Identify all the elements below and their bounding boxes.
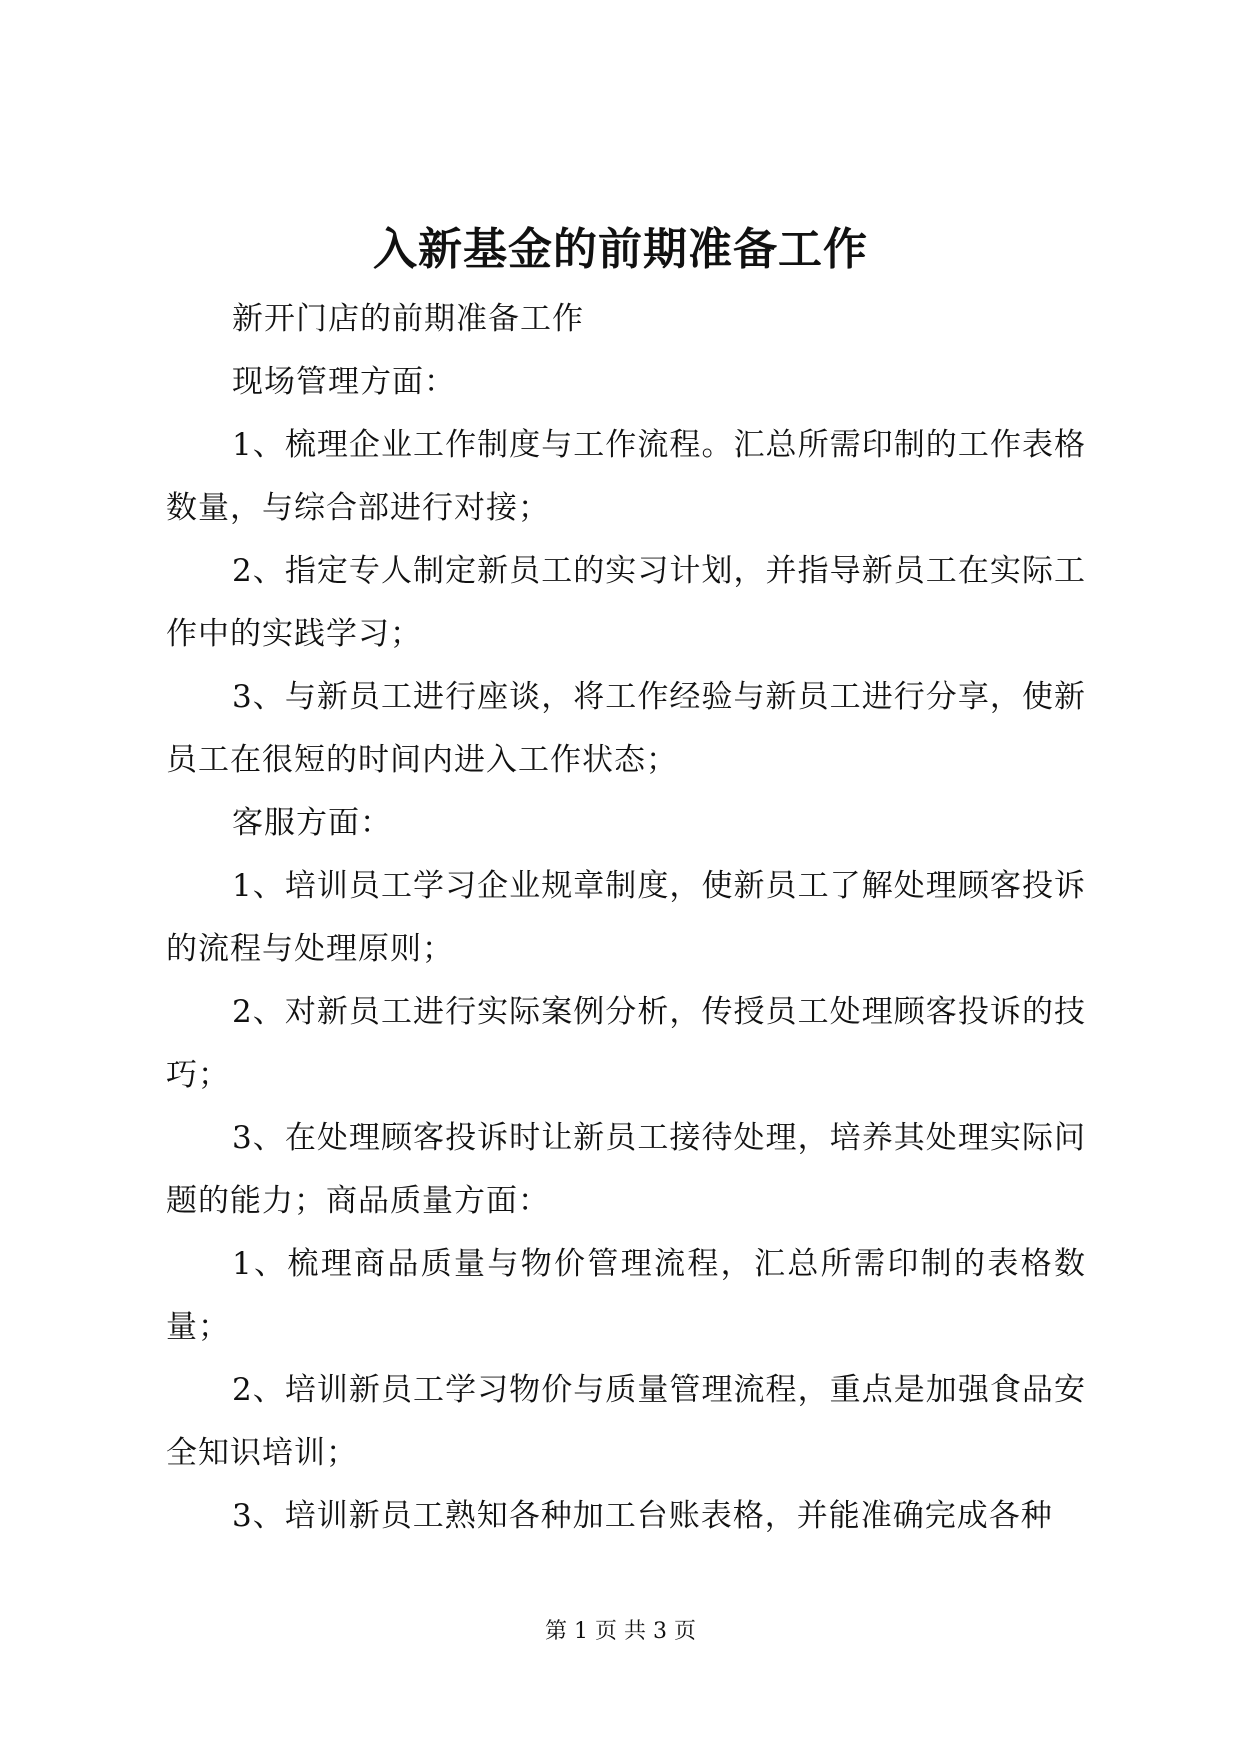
paragraph: 现场管理方面： [232, 364, 456, 400]
paragraph: 2、指定专人制定新员工的实习计划，并指导新员工在实际工作中的实践学习； [166, 553, 1086, 652]
paragraph: 3、与新员工进行座谈，将工作经验与新员工进行分享，使新员工在很短的时间内进入工作状态； [166, 679, 1086, 778]
page-footer: 第 1 页 共 3 页 [545, 1619, 696, 1644]
paragraph: 1、梳理商品质量与物价管理流程，汇总所需印制的表格数量； [166, 1246, 1086, 1345]
paragraph: 3、培训新员工熟知各种加工台账表格，并能准确完成各种 [232, 1498, 1053, 1534]
paragraph: 2、培训新员工学习物价与质量管理流程，重点是加强食品安全知识培训； [166, 1372, 1086, 1471]
paragraph: 2、对新员工进行实际案例分析，传授员工处理顾客投诉的技巧； [166, 994, 1086, 1093]
paragraph: 1、梳理企业工作制度与工作流程。汇总所需印制的工作表格数量，与综合部进行对接； [166, 427, 1086, 526]
paragraph: 3、在处理顾客投诉时让新员工接待处理，培养其处理实际问题的能力；商品质量方面： [166, 1120, 1086, 1219]
paragraph: 新开门店的前期准备工作 [232, 301, 584, 337]
paragraph: 1、培训员工学习企业规章制度，使新员工了解处理顾客投诉的流程与处理原则； [166, 868, 1086, 967]
paragraph: 客服方面： [232, 805, 392, 841]
document-body [166, 288, 1086, 1548]
document-title: 入新基金的前期准备工作 [373, 224, 868, 275]
